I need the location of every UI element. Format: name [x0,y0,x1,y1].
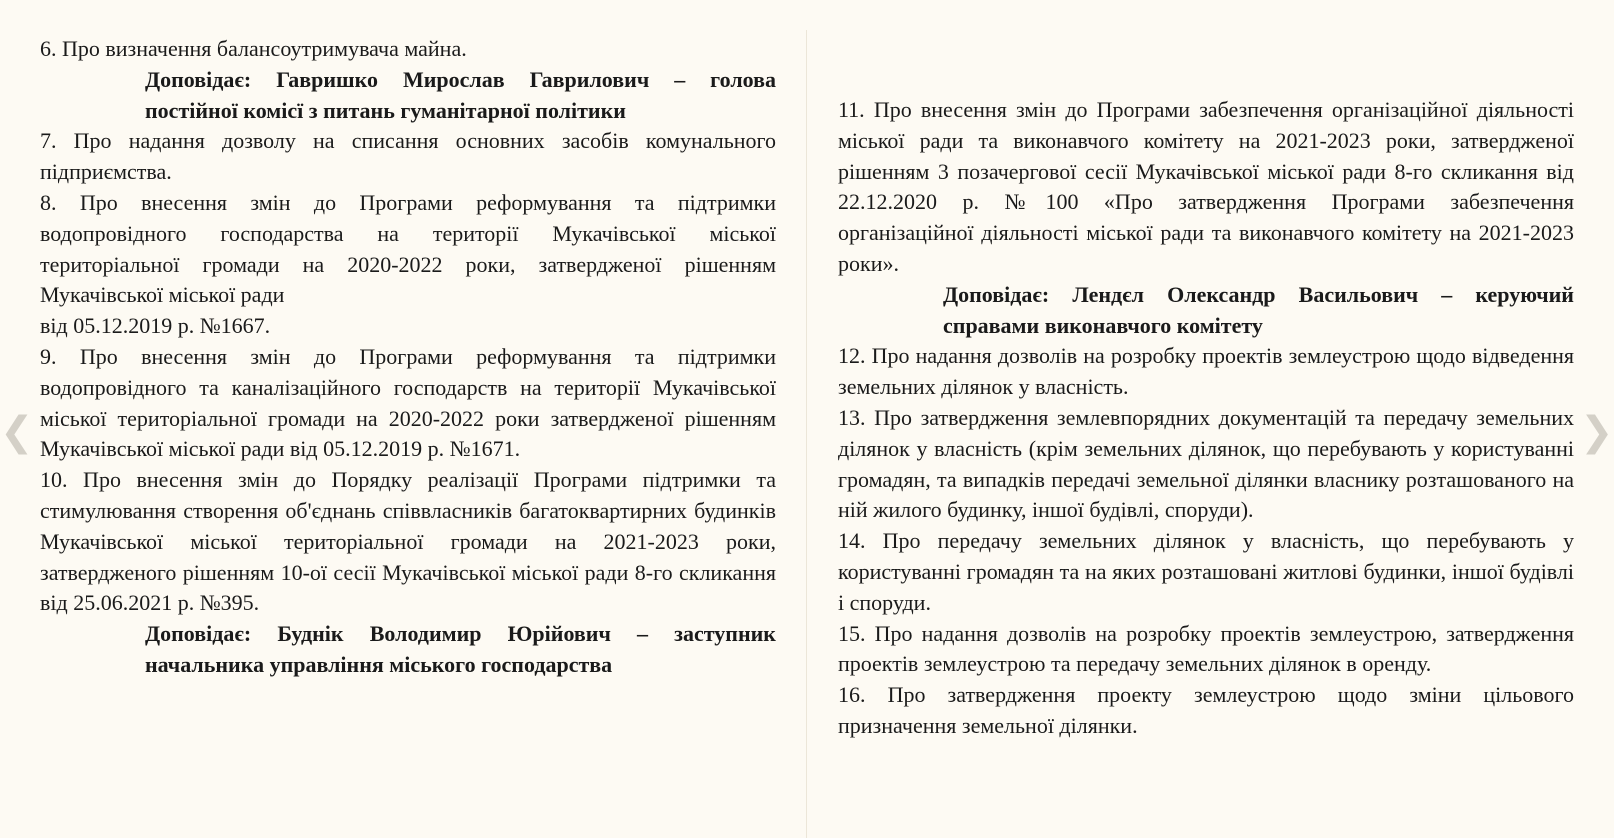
agenda-item-10: 10. Про внесення змін до Порядку реалізації Програми підтримки та стимулювання створення об'єднань співвласників багатоквартирних будинків Мукачівської міської територіальної громади на 2021-2023 роки, затвердженого рішенням 10-ої сесії Мукачівської міської ради 8-го скликання від 25.06.2021 р. №395. [40,467,776,616]
speaker-note: Доповідає: Лендєл Олександр Васильович – керуючий справами виконавчого комітету [943,281,1574,338]
speaker-note: Доповідає: Гавришко Мирослав Гаврилович – голова постійної комісї з питань гуманітарної політики [145,66,776,123]
right-page [808,0,1614,838]
speaker-note: Доповідає: Буднік Володимир Юрійович – заступник начальника управління міського господарства [145,621,776,677]
left-page-content [40,34,776,681]
chevron-right-icon[interactable]: ❯ [1580,409,1614,455]
agenda-item-8-date: від 05.12.2019 р. №1667. [40,313,271,339]
agenda-item-15: 15. Про надання дозволів на розробку проектів землеустрою, затвердження проектів землеустрою та передачу земельних ділянок в оренду. [838,620,1574,677]
agenda-item-8: 8. Про внесення змін до Програми реформування та підтримки водопровідного господарства на території Мукачівської міської територіальної громади на 2020-2022 роки, затвердженої рішенням Мукачівської міської ради [40,189,776,308]
agenda-item-12: 12. Про надання дозволів на розробку проектів землеустрою щодо відведення земельних ділянок у власність. [838,343,1574,400]
agenda-item-16: 16. Про затвердження проекту землеустрою щодо зміни цільового призначення земельної ділянки. [838,682,1574,738]
agenda-item-9: 9. Про внесення змін до Програми реформування та підтримки водопровідного та каналізаційного господарств на території Мукачівської міської територіальної громади на 2020-2022 роки затвердженої рішенням Мукачівської міської ради від 05.12.2019 р. №1671. [40,343,776,462]
right-page-content [838,95,1574,742]
agenda-item-6: 6. Про визначення балансоутримувача майна. [40,36,467,61]
chevron-left-icon[interactable]: ❮ [0,409,34,455]
agenda-item-13: 13. Про затвердження землевпорядних документацій та передачу земельних ділянок у власність (крім земельних ділянок, що перебувають у користуванні громадян, та випадків передачі земельної ділянки власнику розташованого на ній жилого будинку, іншої будівлі, споруди). [838,404,1574,523]
page-divider [806,30,807,838]
agenda-item-14: 14. Про передачу земельних ділянок у власність, що перебувають у користуванні громадян та на яких розташовані житлові будинки, іншої будівлі і споруди. [838,528,1574,615]
left-page [0,0,806,838]
agenda-item-7: 7. Про надання дозволу на списання основних засобів комунального підприємства. [40,128,776,185]
agenda-item-11: 11. Про внесення змін до Програми забезпечення організаційної діяльності міської ради та виконавчого комітету на 2021-2023 роки, затвердженої рішенням 3 позачергової сесії Мукачівської міської ради 8-го скликання від 22.12.2020 р. №100 «Про затвердження Програми забезпечення організаційної діяльності міської ради та виконавчого комітету на 2021-2023 роки». [838,97,1574,276]
